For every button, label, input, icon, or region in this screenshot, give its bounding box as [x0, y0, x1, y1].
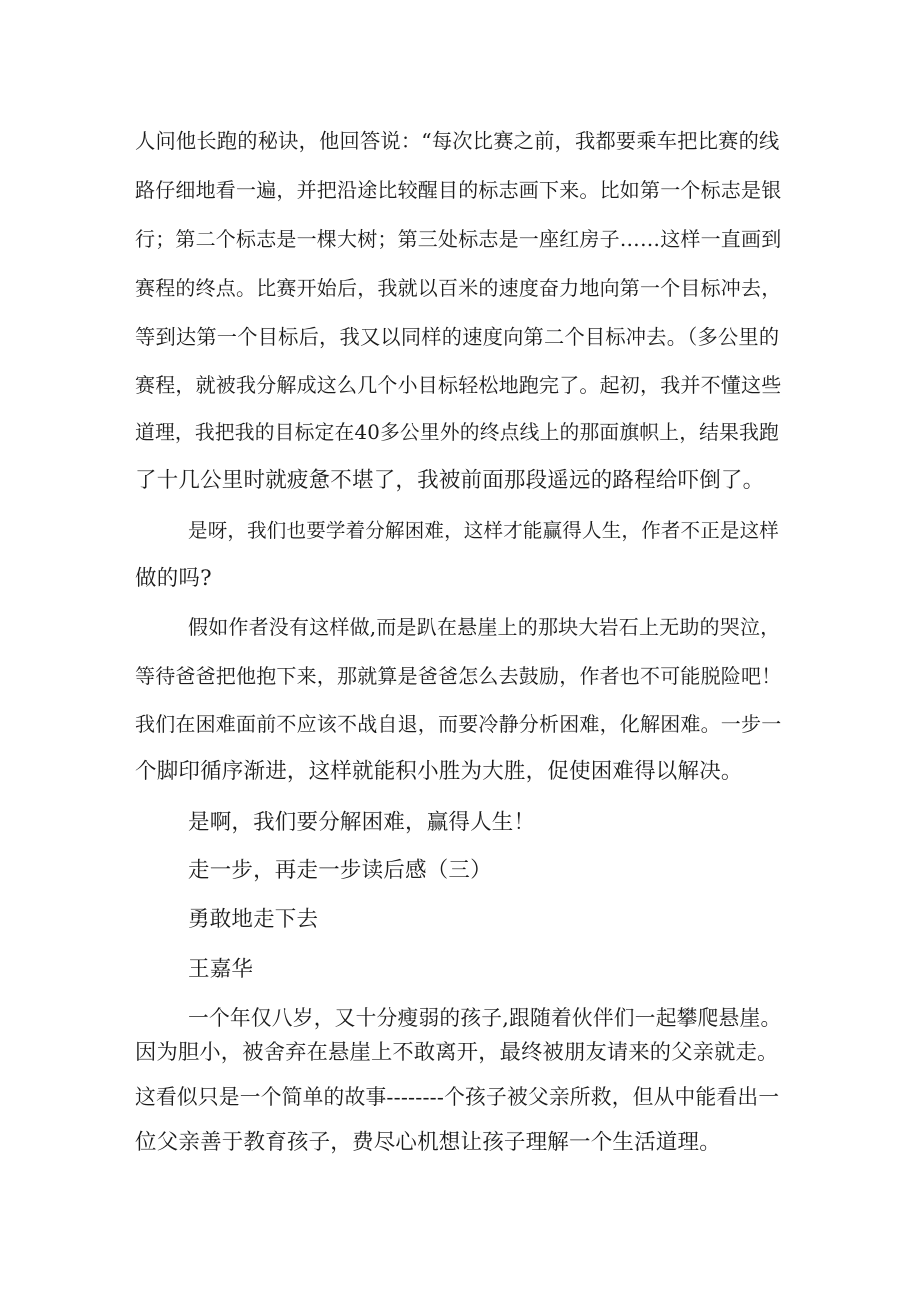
- paragraph-4: 是啊，我们要分解困难，赢得人生！: [188, 810, 536, 835]
- paragraph-3-line-1: 假如作者没有这样做,而是趴在悬崖上的那块大岩石上无助的哭泣，: [188, 615, 781, 639]
- section-title: 走一步，再走一步读后感（三）: [188, 858, 492, 883]
- paragraph-2-line-2: 做的吗?: [135, 566, 212, 591]
- paragraph-3-line-4: 个脚印循序渐进，这样就能积小胜为大胜，促使困难得以解决。: [135, 759, 743, 784]
- paragraph-5-line-3: 这看似只是一个简单的故事--------个孩子被父亲所救，但从中能看出一: [135, 1085, 780, 1109]
- paragraph-3-line-2: 等待爸爸把他抱下来，那就算是爸爸怎么去鼓励，作者也不可能脱险吧！: [135, 664, 782, 688]
- paragraph-3-line-3: 我们在困难面前不应该不战自退，而要冷静分析困难，化解困难。一步一: [135, 712, 782, 736]
- paragraph-5-line-4: 位父亲善于教育孩子，费尽心机想让孩子理解一个生活道理。: [135, 1130, 721, 1155]
- author-name: 王嘉华: [188, 957, 254, 982]
- paragraph-1-line-4: 赛程的终点。比赛开始后，我就以百米的速度奋力地向第一个目标冲去，: [135, 276, 782, 300]
- paragraph-1-line-7: 道理，我把我的目标定在40多公里外的终点线上的那面旗帜上，结果我跑: [135, 421, 779, 444]
- paragraph-1-line-8: 了十几公里时就疲惫不堪了，我被前面那段遥远的路程给吓倒了。: [135, 468, 765, 493]
- paragraph-1-line-6: 赛程，就被我分解成这么几个小目标轻松地跑完了。起初，我并不懂这些: [135, 373, 782, 397]
- essay-title: 勇敢地走下去: [188, 907, 319, 932]
- paragraph-1-line-5: 等到达第一个目标后，我又以同样的速度向第二个目标冲去。（多公里的: [135, 325, 780, 349]
- paragraph-1-line-1: 人问他长跑的秘诀，他回答说：“每次比赛之前，我都要乘车把比赛的线: [135, 129, 780, 153]
- paragraph-5-line-1: 一个年仅八岁，又十分瘦弱的孩子,跟随着伙伴们一起攀爬悬崖。: [188, 1006, 782, 1030]
- paragraph-1-line-3: 行；第二个标志是一棵大树；第三处标志是一座红房子……这样一直画到: [135, 227, 782, 251]
- paragraph-2-line-1: 是呀，我们也要学着分解困难，这样才能赢得人生，作者不正是这样: [188, 519, 780, 542]
- paragraph-1-line-2: 路仔细地看一遍，并把沿途比较醒目的标志画下来。比如第一个标志是银: [135, 178, 782, 202]
- paragraph-5-line-2: 因为胆小，被舍弃在悬崖上不敢离开，最终被朋友请来的父亲就走。: [135, 1040, 779, 1065]
